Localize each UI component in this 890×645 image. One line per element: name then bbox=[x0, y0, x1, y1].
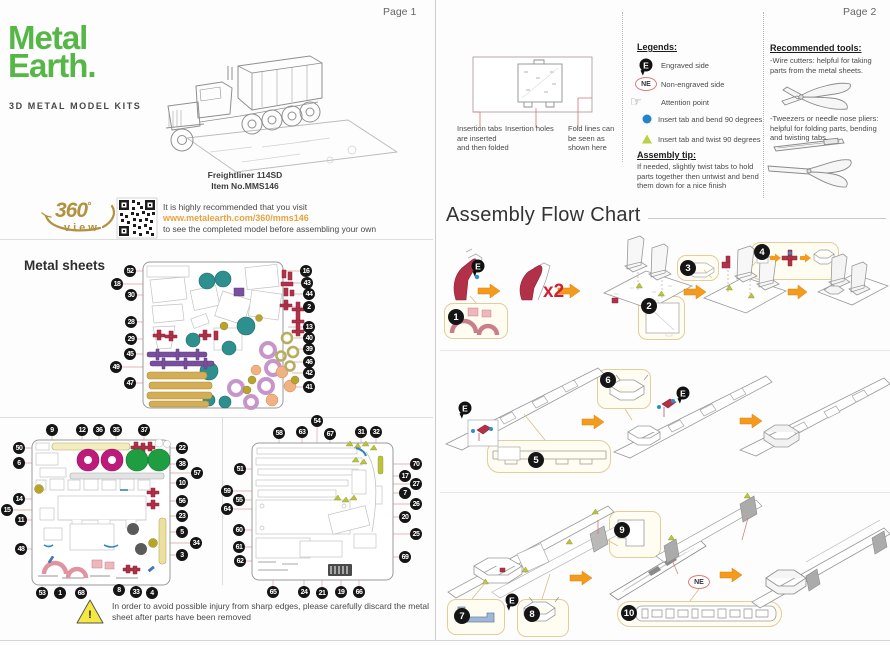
part-badge: 14 bbox=[13, 493, 25, 505]
part-badge: 51 bbox=[234, 463, 246, 475]
bend-tab-icon bbox=[643, 115, 652, 124]
part-badge: 24 bbox=[298, 586, 310, 598]
part-badge: 61 bbox=[233, 541, 245, 553]
part-badge: 53 bbox=[36, 587, 48, 599]
warning-text: In order to avoid possible injury from sharp edges, please carefully discard the metal sheet after parts have been removed bbox=[112, 601, 430, 622]
assembly-tip-text: If needed, slightly twist tabs to hold parts together then untwist and bend them down for a nice finish bbox=[637, 162, 759, 190]
badge-360: 360° bbox=[55, 199, 91, 222]
part-badge: 62 bbox=[234, 555, 246, 567]
twist-tab-icon bbox=[642, 135, 652, 144]
twist-tab-label: Insert tab and twist 90 degrees bbox=[658, 135, 761, 144]
needle-nose-pliers-illustration bbox=[768, 160, 851, 187]
part-badge: 11 bbox=[15, 514, 27, 526]
part-badge: 36 bbox=[93, 424, 105, 436]
engraved-marker: E bbox=[459, 402, 472, 415]
part-badge: 58 bbox=[273, 427, 285, 439]
step-badge-1: 1 bbox=[448, 309, 464, 325]
part-badge: 25 bbox=[410, 528, 422, 540]
part-badge: 59 bbox=[221, 485, 233, 497]
part-badge: 15 bbox=[1, 504, 13, 516]
part-badge: 70 bbox=[410, 458, 422, 470]
part-badge: 38 bbox=[176, 458, 188, 470]
part-badge: 69 bbox=[399, 551, 411, 563]
non-engraved-side-icon: NE bbox=[635, 77, 657, 91]
part-badge: 60 bbox=[233, 524, 245, 536]
model-item-number: Item No.MMS146 bbox=[211, 181, 279, 191]
part-badge: 6 bbox=[13, 457, 25, 469]
page2-label: Page 2 bbox=[843, 6, 877, 18]
metal-sheet-3-art bbox=[233, 427, 410, 587]
part-badge: 52 bbox=[124, 265, 136, 277]
badge-view: view bbox=[64, 222, 100, 234]
part-badge: 30 bbox=[125, 289, 137, 301]
part-badge: 55 bbox=[233, 494, 245, 506]
step-badge-2: 2 bbox=[641, 298, 657, 314]
part-badge: 32 bbox=[370, 426, 382, 438]
part-badge: 34 bbox=[190, 537, 202, 549]
part-badge: 63 bbox=[296, 426, 308, 438]
insertion-holes-label: Insertion holes bbox=[505, 124, 554, 133]
part-badge: 7 bbox=[399, 487, 411, 499]
flow-row1-art bbox=[452, 236, 888, 336]
part-badge: 20 bbox=[399, 511, 411, 523]
part-badge: 23 bbox=[176, 510, 188, 522]
qr-code bbox=[117, 198, 157, 238]
tools-heading: Recommended tools: bbox=[770, 43, 862, 53]
part-badge: 64 bbox=[221, 503, 233, 515]
part-badge: 9 bbox=[46, 424, 58, 436]
part-badge: 68 bbox=[75, 587, 87, 599]
part-badge: 44 bbox=[303, 288, 315, 300]
part-badge: 27 bbox=[410, 478, 422, 490]
insertion-diagram bbox=[473, 57, 592, 128]
part-badge: 46 bbox=[303, 356, 315, 368]
part-badge: 39 bbox=[303, 343, 315, 355]
model-name: Freightliner 114SD bbox=[207, 170, 283, 180]
fold-lines-label: Fold lines can be seen as shown here bbox=[568, 124, 615, 152]
part-badge: 65 bbox=[267, 586, 279, 598]
part-badge: 28 bbox=[125, 316, 137, 328]
metal-sheet-1-art bbox=[122, 262, 304, 408]
part-badge: 3 bbox=[176, 549, 188, 561]
truck-illustration bbox=[166, 56, 397, 172]
part-badge: 13 bbox=[303, 321, 315, 333]
part-badge: 47 bbox=[124, 377, 136, 389]
part-badge: 42 bbox=[303, 367, 315, 379]
step-badge-5: 5 bbox=[528, 452, 544, 468]
part-badge: 2 bbox=[303, 301, 315, 313]
quantity-multiplier: x2 bbox=[543, 281, 565, 302]
part-badge: 21 bbox=[316, 587, 328, 599]
promo-line2: to see the completed model before assembling your own bbox=[163, 224, 377, 234]
attention-point-label: Attention point bbox=[661, 98, 709, 107]
step-badge-6: 6 bbox=[600, 372, 616, 388]
metal-sheet-2-art bbox=[13, 436, 191, 587]
part-badge: 1 bbox=[54, 587, 66, 599]
part-badge: 67 bbox=[324, 428, 336, 440]
brand-logo bbox=[8, 19, 96, 84]
promo-url: www.metalearth.com/360/mms146 bbox=[163, 213, 309, 223]
step-badge-8: 8 bbox=[524, 606, 540, 622]
part-badge: 56 bbox=[176, 495, 188, 507]
part-badge: 19 bbox=[335, 586, 347, 598]
engraved-side-icon: E bbox=[640, 59, 653, 72]
step-badge-3: 3 bbox=[680, 260, 696, 276]
part-badge: 10 bbox=[176, 477, 188, 489]
part-badge: 40 bbox=[303, 332, 315, 344]
step-badge-7: 7 bbox=[454, 608, 470, 624]
part-badge: 37 bbox=[138, 424, 150, 436]
non-engraved-side-label: Non-engraved side bbox=[661, 80, 725, 89]
non-engraved-marker: NE bbox=[688, 575, 710, 589]
flow-row2-art bbox=[446, 368, 890, 464]
part-badge: 50 bbox=[13, 442, 25, 454]
part-badge: 12 bbox=[76, 424, 88, 436]
logo-line1: Metal bbox=[8, 19, 88, 56]
bend-tab-label: Insert tab and bend 90 degrees bbox=[658, 115, 763, 124]
legends-heading: Legends: bbox=[637, 42, 678, 52]
part-badge: 49 bbox=[110, 361, 122, 373]
engraved-marker: E bbox=[506, 594, 519, 607]
part-badge: 43 bbox=[301, 277, 313, 289]
part-badge: 17 bbox=[399, 470, 411, 482]
part-badge: 41 bbox=[303, 381, 315, 393]
part-badge: 26 bbox=[410, 498, 422, 510]
engraved-marker: E bbox=[677, 387, 690, 400]
engraved-side-label: Engraved side bbox=[661, 61, 709, 70]
degree-symbol: ° bbox=[87, 201, 91, 212]
part-badge: 8 bbox=[113, 584, 125, 596]
warning-exclamation: ! bbox=[88, 609, 92, 621]
part-badge: 48 bbox=[15, 543, 27, 555]
assembly-tip-heading: Assembly tip: bbox=[637, 150, 697, 160]
part-badge: 4 bbox=[146, 587, 158, 599]
engraved-marker: E bbox=[472, 260, 485, 273]
flow-chart-heading: Assembly Flow Chart bbox=[446, 204, 641, 226]
logo-line2: Earth. bbox=[8, 47, 96, 84]
step-badge-10: 10 bbox=[621, 605, 637, 621]
logo-tagline: 3D METAL MODEL KITS bbox=[9, 101, 142, 111]
part-badge: 57 bbox=[191, 467, 203, 479]
part-badge: 29 bbox=[125, 333, 137, 345]
step-badge-4: 4 bbox=[754, 244, 770, 260]
step-badge-9: 9 bbox=[614, 522, 630, 538]
part-badge: 66 bbox=[353, 586, 365, 598]
part-badge: 16 bbox=[300, 265, 312, 277]
part-badge: 33 bbox=[130, 586, 142, 598]
part-badge: 54 bbox=[311, 415, 323, 427]
promo-line1: It is highly recommended that you visit bbox=[163, 202, 308, 212]
insertion-tabs-label: Insertion tabs are inserted and then folded bbox=[457, 124, 509, 152]
tools-item-wire-cutters: -Wire cutters: helpful for taking parts from the metal sheets. bbox=[770, 56, 872, 75]
part-badge: 5 bbox=[176, 526, 188, 538]
wire-cutters-illustration bbox=[782, 83, 850, 109]
part-badge: 35 bbox=[110, 424, 122, 436]
page1-label: Page 1 bbox=[383, 6, 417, 18]
attention-hand-icon: ☞ bbox=[630, 94, 642, 109]
part-badge: 22 bbox=[176, 442, 188, 454]
part-badge: 45 bbox=[124, 348, 136, 360]
part-badge: 31 bbox=[355, 426, 367, 438]
metal-sheets-heading: Metal sheets bbox=[24, 258, 106, 273]
part-badge: 18 bbox=[111, 278, 123, 290]
tools-item-tweezers: -Tweezers or needle nose pliers: helpful for folding parts, bending and twisting tabs. bbox=[770, 114, 879, 142]
